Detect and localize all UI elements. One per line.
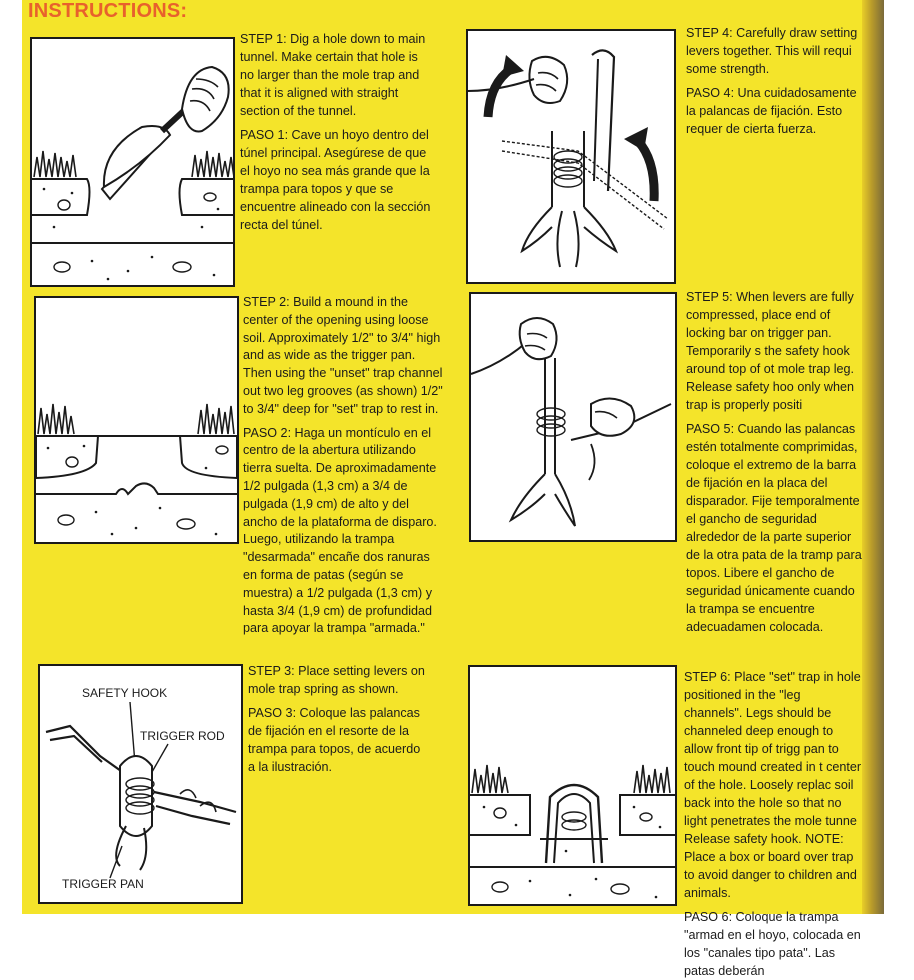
step3-english: STEP 3: Place setting levers on mole trap spring as shown. [248,664,425,696]
step5-spanish: PASO 5: Cuando las palancas estén totalmente comprimidas, coloque el extremo de la barra de fijación en la placa del disparador. Fije temporalmente el gancho de seguridad alrededor de la parte superior de la otra pata de la tramp para topos. Libere el gancho de seguridad únicamente cuando la trampa se encuentre adecuadamen colocada. [686,422,862,634]
box-edge [862,0,884,914]
step3-text [248,662,426,782]
safety-hook-label: SAFETY HOOK [82,686,168,700]
step1-english: STEP 1: Dig a hole down to main tunnel. Make certain that hole is no larger than the mole trap and that it is aligned with straight section of the tunnel. [240,32,426,118]
trigger-rod-label: TRIGGER ROD [140,729,225,743]
step4-illustration [466,29,676,284]
step2-text [243,294,446,644]
step2-spanish: PASO 2: Haga un montículo en el centro de la abertura utilizando tierra suelta. De aproximadamente 1/2 pulgada (1,3 cm) a 3/4 de pulgada (1,9 cm) de alto y del ancho de la plataforma de disparo. Luego, utilizando la trampa "desarmada" encañe dos ranuras en forma de patas (según se muestra) a 1/2 pulgada (1,3 cm) y hasta 3/4 (1,9 cm) de profundidad para apoyar la trampa "armada." [243,425,437,636]
step3-spanish: PASO 3: Coloque las palancas de fijación en el resorte de la trampa para topos, de acuerdo a la ilustración. [248,706,421,774]
step1-spanish: PASO 1: Cave un hoyo dentro del túnel principal. Asegúrese de que el hoyo no sea más grande que la trampa para topos y que se encuentre alineado con la sección recta del túnel. [240,128,431,232]
step1-text [240,30,432,240]
trigger-pan-label: TRIGGER PAN [62,877,144,891]
page-title: INSTRUCTIONS: [28,0,188,22]
step5-english: STEP 5: When levers are fully compressed, place end of locking bar on trigger pan. Temporarily s the safety hook around top of ot mole trap leg. Release safety hoo only when trap is properly positi [686,290,855,412]
step2-illustration [34,296,239,544]
step6-spanish: PASO 6: Coloque la trampa "armad en el hoyo, colocada en los "canales tipo pata". Las patas deberán [684,910,861,978]
step4-text [686,24,862,144]
step5-illustration [469,292,677,542]
step6-english: STEP 6: Place "set" trap in hole positioned in the "leg channels". Legs should be channeled deep enough to allow front tip of trigg pan to touch mound created in t center of the hole. Loosely replac soil back into the hole so that no light penetrates the mole tunne Release safety hook. NOTE: Place a box or board over trap to avoid danger to children and animals. [684,670,862,900]
step4-english: STEP 4: Carefully draw setting levers together. This will requi some strength. [686,26,858,76]
step3-illustration [38,664,243,904]
step4-spanish: PASO 4: Una cuidadosamente la palancas de fijación. Esto requer de cierta fuerza. [686,86,857,136]
step1-illustration [30,37,235,287]
step2-english: STEP 2: Build a mound in the center of the opening using loose soil. Approximately 1/2" to 3/4" high and as wide as the trigger pan. Then using the "unset" trap channel out two leg grooves (as shown) 1/2" to 3/4" deep for "set" trap to rest in. [243,295,443,416]
step6-illustration [468,665,677,906]
step6-text [684,668,862,978]
step5-text [686,288,862,642]
